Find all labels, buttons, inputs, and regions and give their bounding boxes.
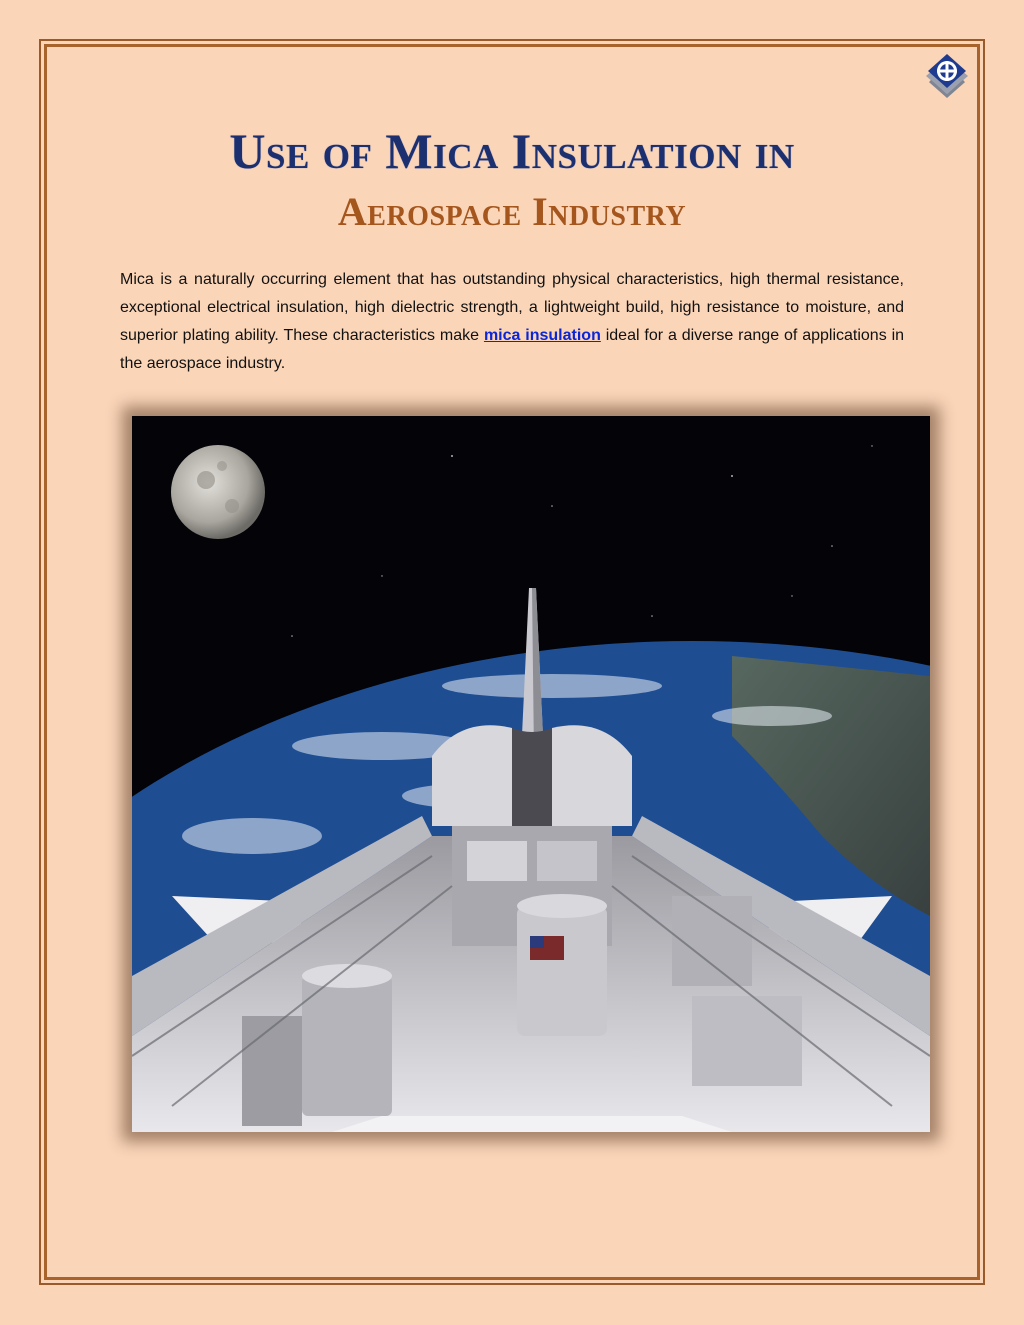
shuttle-photo: [132, 416, 930, 1132]
shuttle-illustration: [132, 416, 930, 1132]
mica-insulation-link[interactable]: mica insulation: [483, 327, 601, 344]
intro-text-end: ideal for a diverse range of applications in the aerospace industry.: [120, 327, 905, 372]
intro-text-start: Mica is a naturally occurring element that has outstanding physical characteristics, high thermal resistance, exceptional electrical insulation, high dielectric strength, a lightweight build, high resistance to moisture, and superior plating ability. These characteristics make: [120, 271, 904, 344]
intro-paragraph: [120, 266, 904, 378]
page-title: Use of Mica Insulation in: [229, 123, 795, 179]
company-logo-icon: [922, 52, 972, 100]
page-subtitle: Aerospace Industry: [337, 189, 687, 234]
